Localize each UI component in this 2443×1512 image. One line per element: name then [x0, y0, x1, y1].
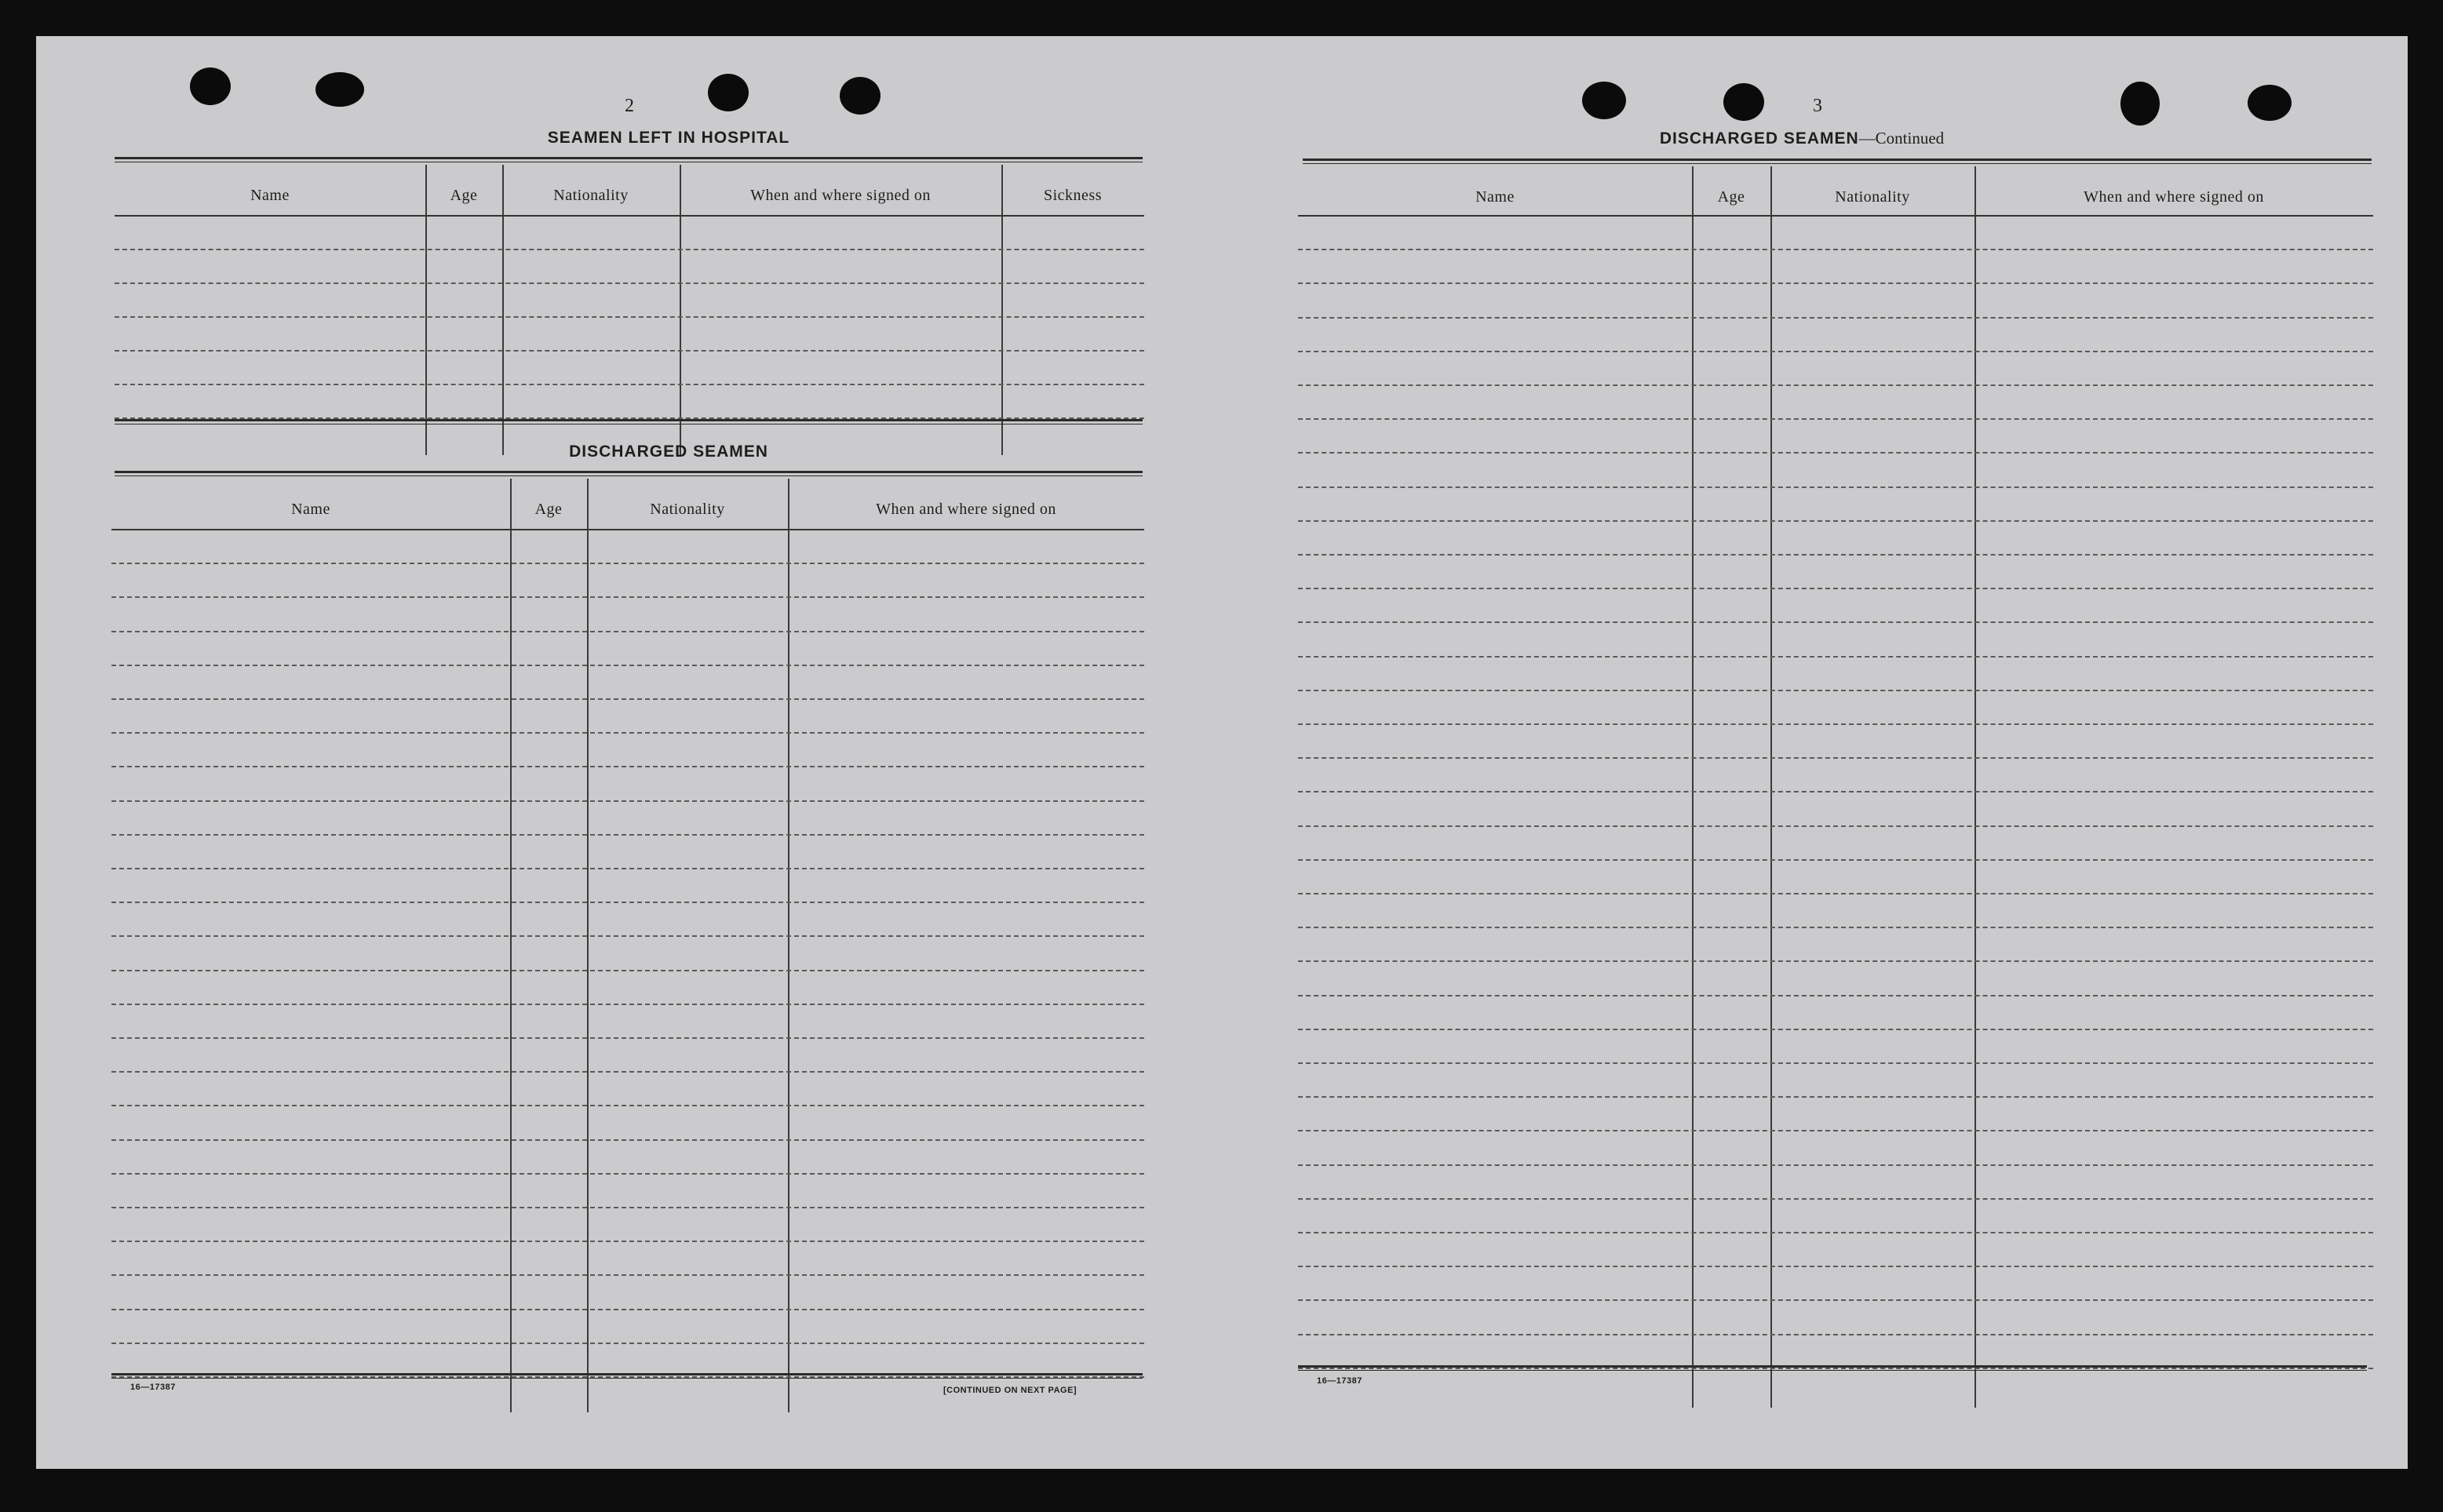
- table-row: [1298, 791, 2373, 792]
- column-divider: [587, 479, 589, 1412]
- continued-title-suffix: —Continued: [1858, 129, 1945, 148]
- column-divider: [788, 479, 789, 1412]
- column-header: Nationality: [1835, 188, 1910, 206]
- table-row: [1298, 317, 2373, 319]
- table-row: [111, 766, 1144, 767]
- discharged-table: [111, 479, 1144, 1412]
- table-row: [1298, 486, 2373, 488]
- continued-title-main: DISCHARGED SEAMEN: [1659, 129, 1859, 148]
- table-row: [1298, 1130, 2373, 1131]
- form-number-right: 16—17387: [1317, 1376, 1362, 1386]
- table-row: [1298, 656, 2373, 658]
- column-header: Age: [450, 187, 478, 204]
- table-row: [1298, 690, 2373, 691]
- continued-table: [1298, 166, 2373, 1408]
- page-number-left: 2: [625, 96, 634, 116]
- column-header: Sickness: [1044, 187, 1102, 204]
- punch-hole-icon: [708, 74, 749, 111]
- column-divider: [502, 165, 504, 455]
- hospital-table: [115, 165, 1144, 450]
- table-row: [111, 1004, 1144, 1005]
- table-row: [111, 1105, 1144, 1106]
- form-sheet: [36, 36, 2408, 1469]
- table-row: [1298, 452, 2373, 454]
- table-row: [111, 698, 1144, 700]
- discharged-top-rule: [115, 471, 1143, 476]
- column-header: Age: [534, 501, 563, 518]
- column-divider: [425, 165, 427, 455]
- column-divider: [510, 479, 512, 1412]
- table-row: [1298, 960, 2373, 962]
- continued-section-title: [1527, 129, 2077, 148]
- column-header: Nationality: [553, 187, 629, 204]
- table-row: [115, 282, 1144, 284]
- continued-bottom-rule: [1298, 1365, 2367, 1371]
- table-row: [1298, 995, 2373, 996]
- table-row: [1298, 927, 2373, 928]
- table-row: [1298, 757, 2373, 759]
- hospital-top-rule: [115, 157, 1143, 162]
- table-row: [1298, 282, 2373, 284]
- column-header: When and where signed on: [2084, 188, 2264, 206]
- hospital-section-title: SEAMEN LEFT IN HOSPITAL: [547, 129, 790, 147]
- table-row: [111, 834, 1144, 836]
- table-row: [111, 665, 1144, 666]
- column-header: Name: [1475, 188, 1515, 206]
- table-row: [111, 902, 1144, 903]
- table-row: [1298, 893, 2373, 894]
- form-number-left: 16—17387: [130, 1383, 176, 1392]
- table-row: [111, 1173, 1144, 1175]
- table-row: [111, 970, 1144, 971]
- header-rule: [111, 529, 1144, 530]
- punch-hole-icon: [2248, 85, 2292, 121]
- column-header: Name: [250, 187, 290, 204]
- table-row: [1298, 1232, 2373, 1233]
- table-row: [1298, 384, 2373, 386]
- punch-hole-icon: [840, 77, 881, 115]
- column-header: Name: [291, 501, 330, 518]
- table-row: [1298, 554, 2373, 556]
- punch-hole-icon: [1582, 82, 1626, 119]
- table-row: [1298, 1164, 2373, 1166]
- table-row: [115, 384, 1144, 385]
- table-row: [1298, 1062, 2373, 1064]
- punch-hole-icon: [1723, 83, 1764, 121]
- table-row: [111, 1037, 1144, 1039]
- continued-note: [CONTINUED ON NEXT PAGE]: [943, 1386, 1077, 1395]
- table-row: [1298, 723, 2373, 725]
- table-row: [1298, 1266, 2373, 1267]
- table-row: [1298, 249, 2373, 250]
- table-row: [1298, 520, 2373, 522]
- continued-top-rule: [1303, 158, 2372, 164]
- punch-hole-icon: [190, 67, 231, 105]
- column-divider: [1692, 166, 1694, 1408]
- table-row: [1298, 588, 2373, 589]
- hospital-bottom-rule: [115, 419, 1143, 424]
- table-row: [111, 1274, 1144, 1276]
- table-row: [1298, 418, 2373, 420]
- header-rule: [115, 215, 1144, 217]
- table-row: [1298, 1334, 2373, 1335]
- table-row: [1298, 621, 2373, 623]
- column-header: When and where signed on: [876, 501, 1056, 518]
- column-divider: [1770, 166, 1772, 1408]
- column-divider: [1974, 166, 1976, 1408]
- table-row: [1298, 351, 2373, 352]
- table-row: [1298, 1029, 2373, 1030]
- punch-hole-icon: [315, 72, 364, 107]
- table-row: [115, 316, 1144, 318]
- page-number-right: 3: [1813, 96, 1822, 116]
- table-row: [111, 1343, 1144, 1344]
- table-row: [111, 563, 1144, 564]
- table-row: [1298, 859, 2373, 861]
- column-header: When and where signed on: [750, 187, 931, 204]
- table-row: [115, 249, 1144, 250]
- table-row: [111, 1071, 1144, 1073]
- table-row: [1298, 1299, 2373, 1301]
- table-row: [111, 631, 1144, 632]
- table-row: [111, 1241, 1144, 1242]
- table-row: [1298, 1096, 2373, 1098]
- table-row: [111, 935, 1144, 937]
- column-header: Nationality: [650, 501, 725, 518]
- table-row: [111, 1309, 1144, 1310]
- table-row: [111, 1139, 1144, 1141]
- table-row: [111, 800, 1144, 802]
- table-row: [111, 596, 1144, 598]
- punch-hole-icon: [2120, 82, 2160, 126]
- discharged-section-title: DISCHARGED SEAMEN: [569, 443, 768, 461]
- discharged-bottom-rule: [111, 1373, 1143, 1379]
- table-row: [111, 732, 1144, 734]
- column-divider: [680, 165, 681, 455]
- table-row: [111, 868, 1144, 869]
- header-rule: [1298, 215, 2373, 217]
- table-row: [115, 350, 1144, 352]
- column-header: Age: [1717, 188, 1745, 206]
- table-row: [1298, 1198, 2373, 1200]
- table-row: [111, 1207, 1144, 1208]
- table-row: [1298, 825, 2373, 827]
- column-divider: [1001, 165, 1003, 455]
